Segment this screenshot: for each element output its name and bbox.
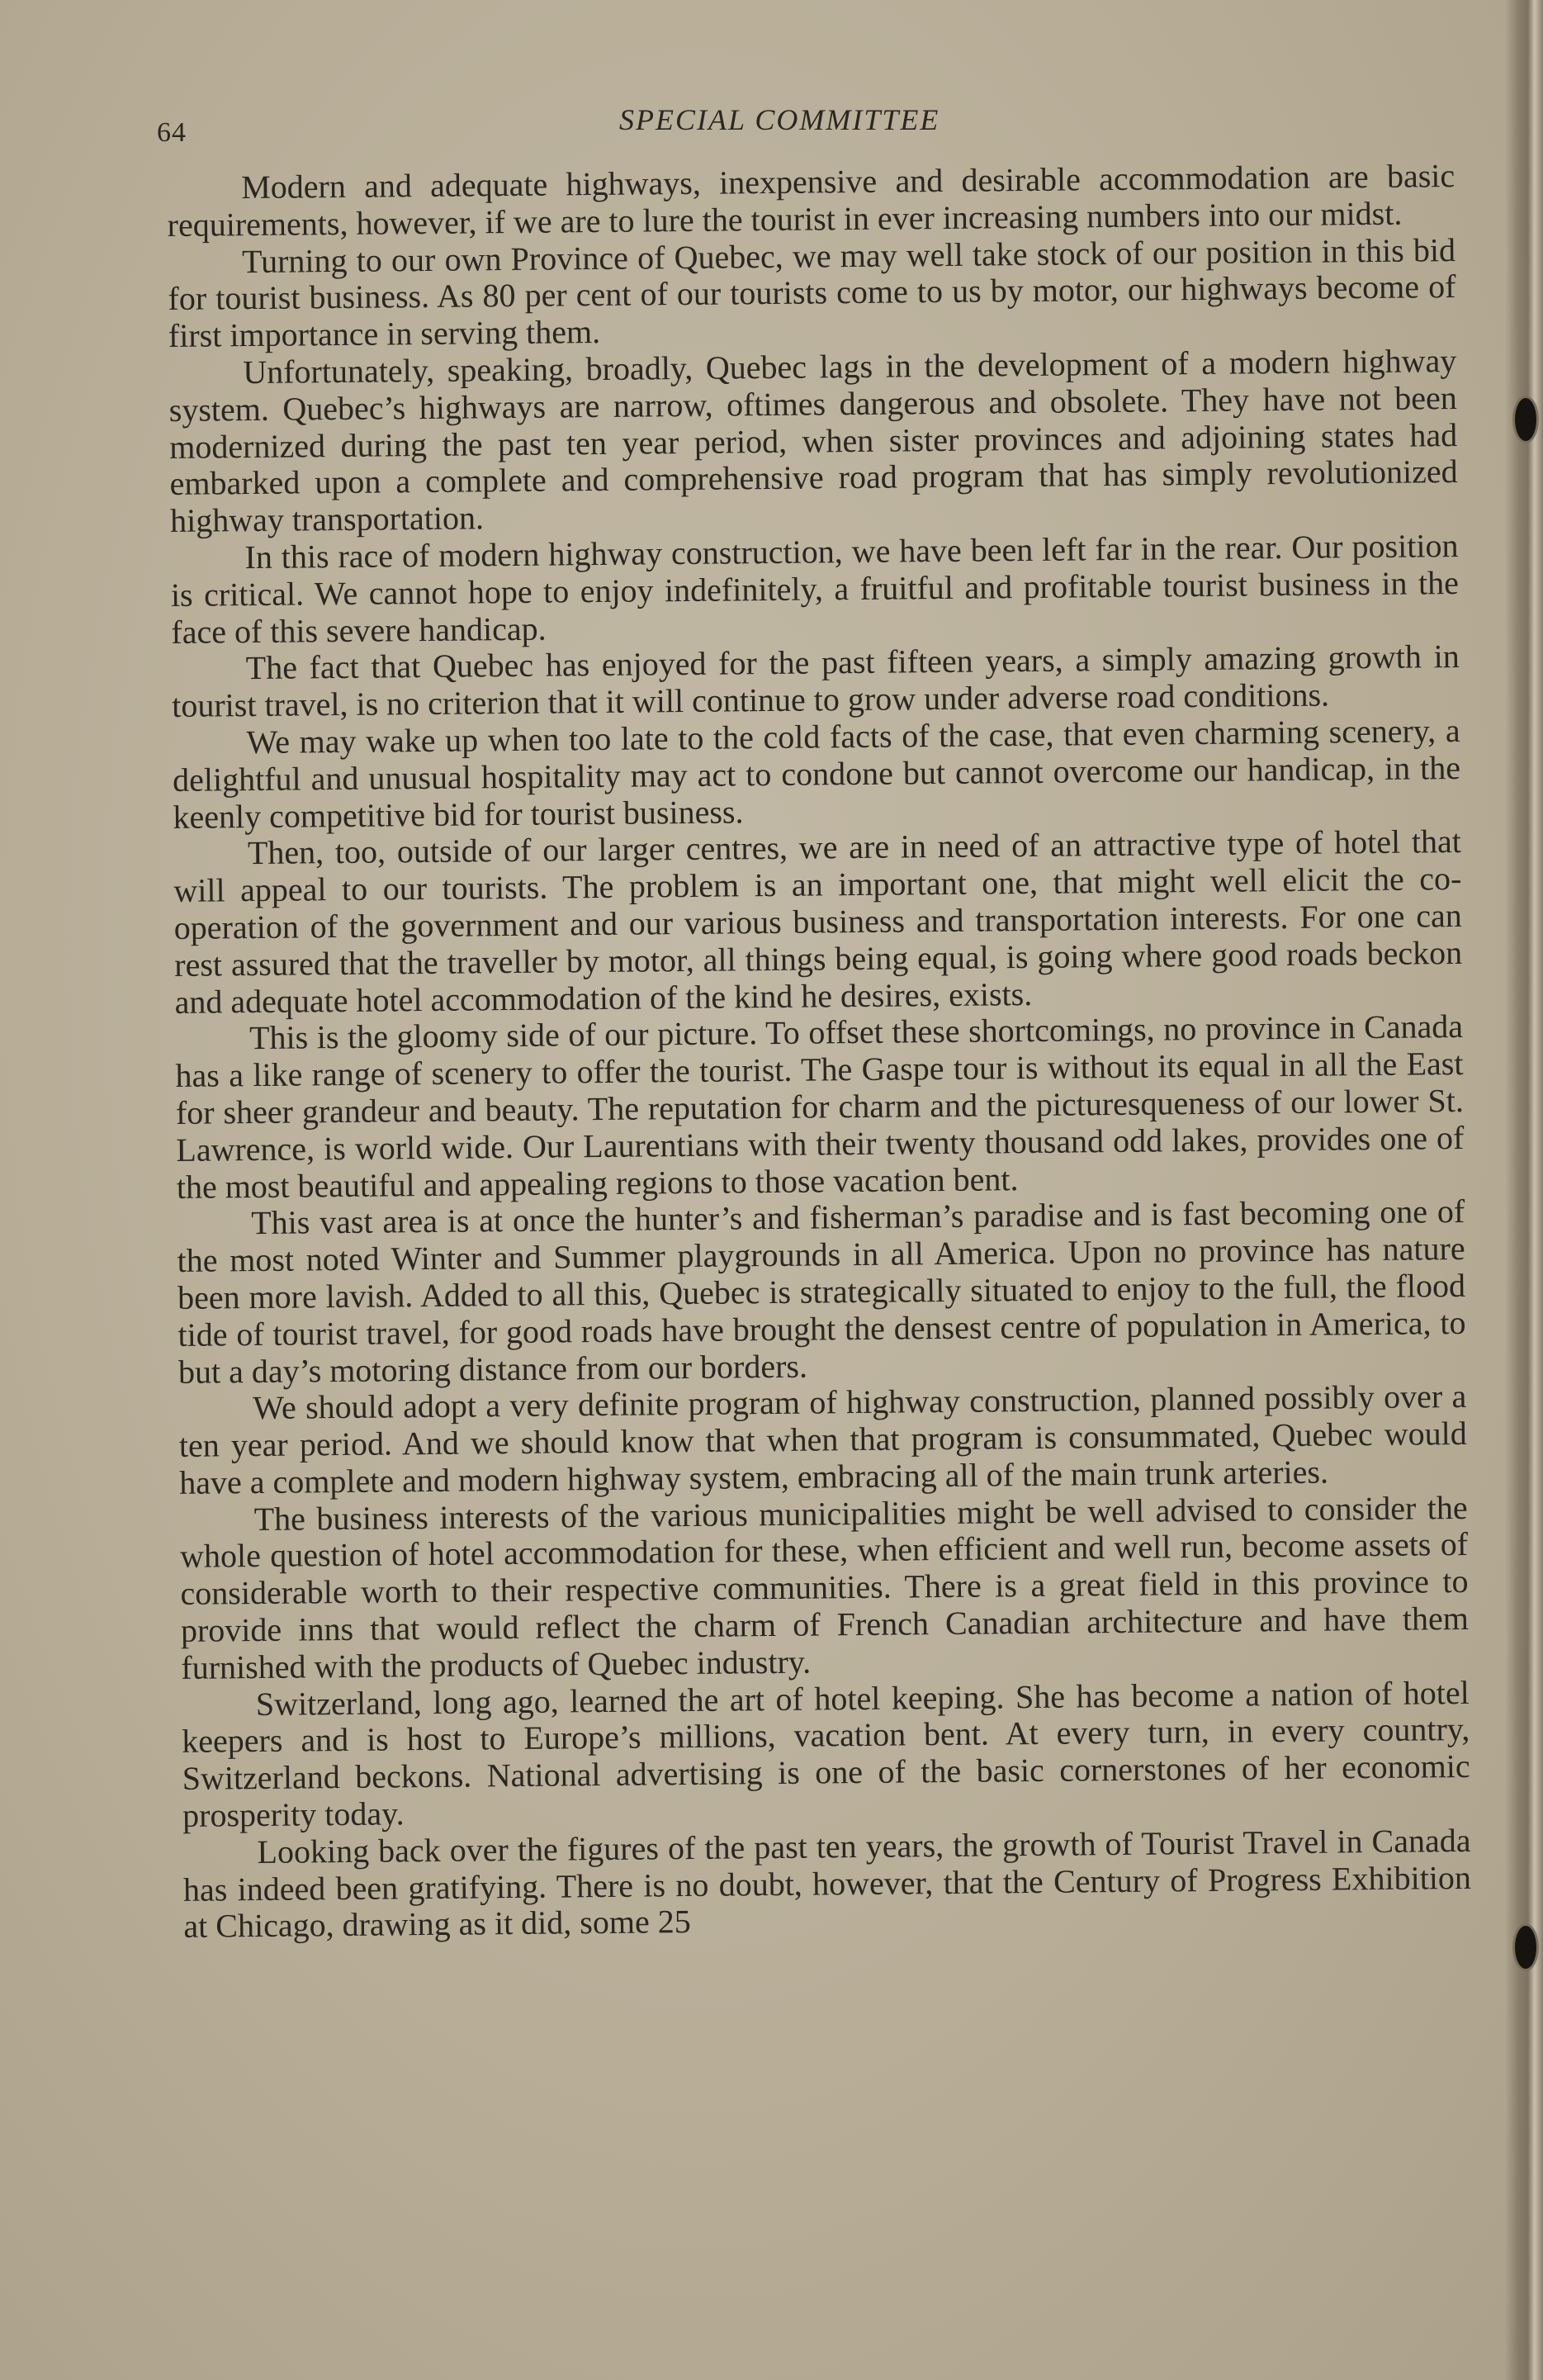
body-text [167, 158, 1472, 1946]
paragraph: Switzerland, long ago, learned the art of hotel keeping. She has become a nation of hotel keepers and is host to Europe’s millions, vacation bent. At every turn, in every country, Switzerland beckons. National advertising is one of the basic cornerstones of her economic prosperity today. [182, 1673, 1470, 1834]
page-number: 64 [157, 117, 187, 148]
paragraph: This is the gloomy side of our picture. To offset these shortcomings, no province in Canada has a like range of scenery to offer the tourist. The Gaspe tour is without its equal in all the East for sheer grandeur and beauty. The reputation for charm and the picturesqueness of our lower St. Lawrence, is world wide. Our Laurentians with their twenty thousand odd lakes, provides one of the most beautiful and appealing regions to those vacation bent. [175, 1007, 1465, 1206]
binding-hole-icon [1515, 398, 1536, 441]
page-header [157, 102, 1470, 152]
paragraph: In this race of modern highway construction, we have been left far in the rear. Our position is critical. We cannot hope to enjoy indefinitely, a fruitful and profitable tourist business in the face of this severe handicap. [170, 526, 1460, 651]
paragraph: The fact that Quebec has enjoyed for the past fifteen years, a simply amazing growth in tourist travel, is no criterion that it will continue to grow under adverse road conditions. [172, 638, 1460, 725]
paragraph: Unfortunately, speaking, broadly, Quebec lags in the development of a modern highway system. Quebec’s highways are narrow, oftimes dangerous and obsolete. They have not been modernized during the past ten year period, when sister provinces and adjoining states had embarked upon a complete and comprehensive road program that has simply revolutionized highway transportation. [168, 341, 1458, 540]
paragraph: This vast area is at once the hunter’s and fisherman’s paradise and is fast becoming one of the most noted Winter and Summer playgrounds in all America. Upon no province has nature been more lavish. Added to all this, Quebec is strategically situated to enjoy to the full, the flood tide of tourist travel, for good roads have brought the densest centre of population in America, to but a day’s motoring distance from our borders. [177, 1192, 1466, 1391]
paragraph: Turning to our own Province of Quebec, we may well take stock of our position in this bid for tourist business. As 80 per cent of our tourists come to us by motor, our highways become of first importance in serving them. [168, 230, 1456, 355]
paragraph: The business interests of the various municipalities might be well advised to consider the whole question of hotel accommodation for these, when efficient and well run, become assets of considerable worth to their respective communities. There is a great field in this province to provide inns that would reflect the charm of French Canadian architecture and have them furnished with the products of Quebec industry. [179, 1488, 1470, 1686]
running-head: SPECIAL COMMITTEE [619, 103, 940, 136]
paragraph: Then, too, outside of our larger centres, we are in need of an attractive type of hotel that will appeal to our tourists. The problem is an important one, that might well elicit the co-operation of the government and our various business and transportation interests. For one can rest assured that the traveller by motor, all things being equal, is going where good roads beckon and adequate hotel accommodation of the kind he desires, exists. [173, 823, 1463, 1021]
binding-hole-icon [1515, 1926, 1536, 1969]
paragraph: We should adopt a very definite program of highway construction, planned possibly over a ten year period. And we should know that when that program is consummated, Quebec would have a complete and modern highway system, embracing all of the main trunk arteries. [178, 1377, 1467, 1501]
paragraph: Modern and adequate highways, inexpensive and desirable accommodation are basic requirements, however, if we are to lure the tourist in ever increasing numbers into our midst. [167, 157, 1455, 244]
page-binding-edge [1505, 0, 1543, 2380]
paragraph: We may wake up when too late to the cold facts of the case, that even charming scenery, a delightful and unusual hospitality may act to condone but cannot overcome our handicap, in the keenly competitive bid for tourist business. [172, 711, 1461, 836]
paragraph: Looking back over the figures of the past ten years, the growth of Tourist Travel in Canada has indeed been gratifying. There is no doubt, however, that the Century of Progress Exhibition at Chicago, drawing as it did, some 25 [182, 1821, 1472, 1946]
